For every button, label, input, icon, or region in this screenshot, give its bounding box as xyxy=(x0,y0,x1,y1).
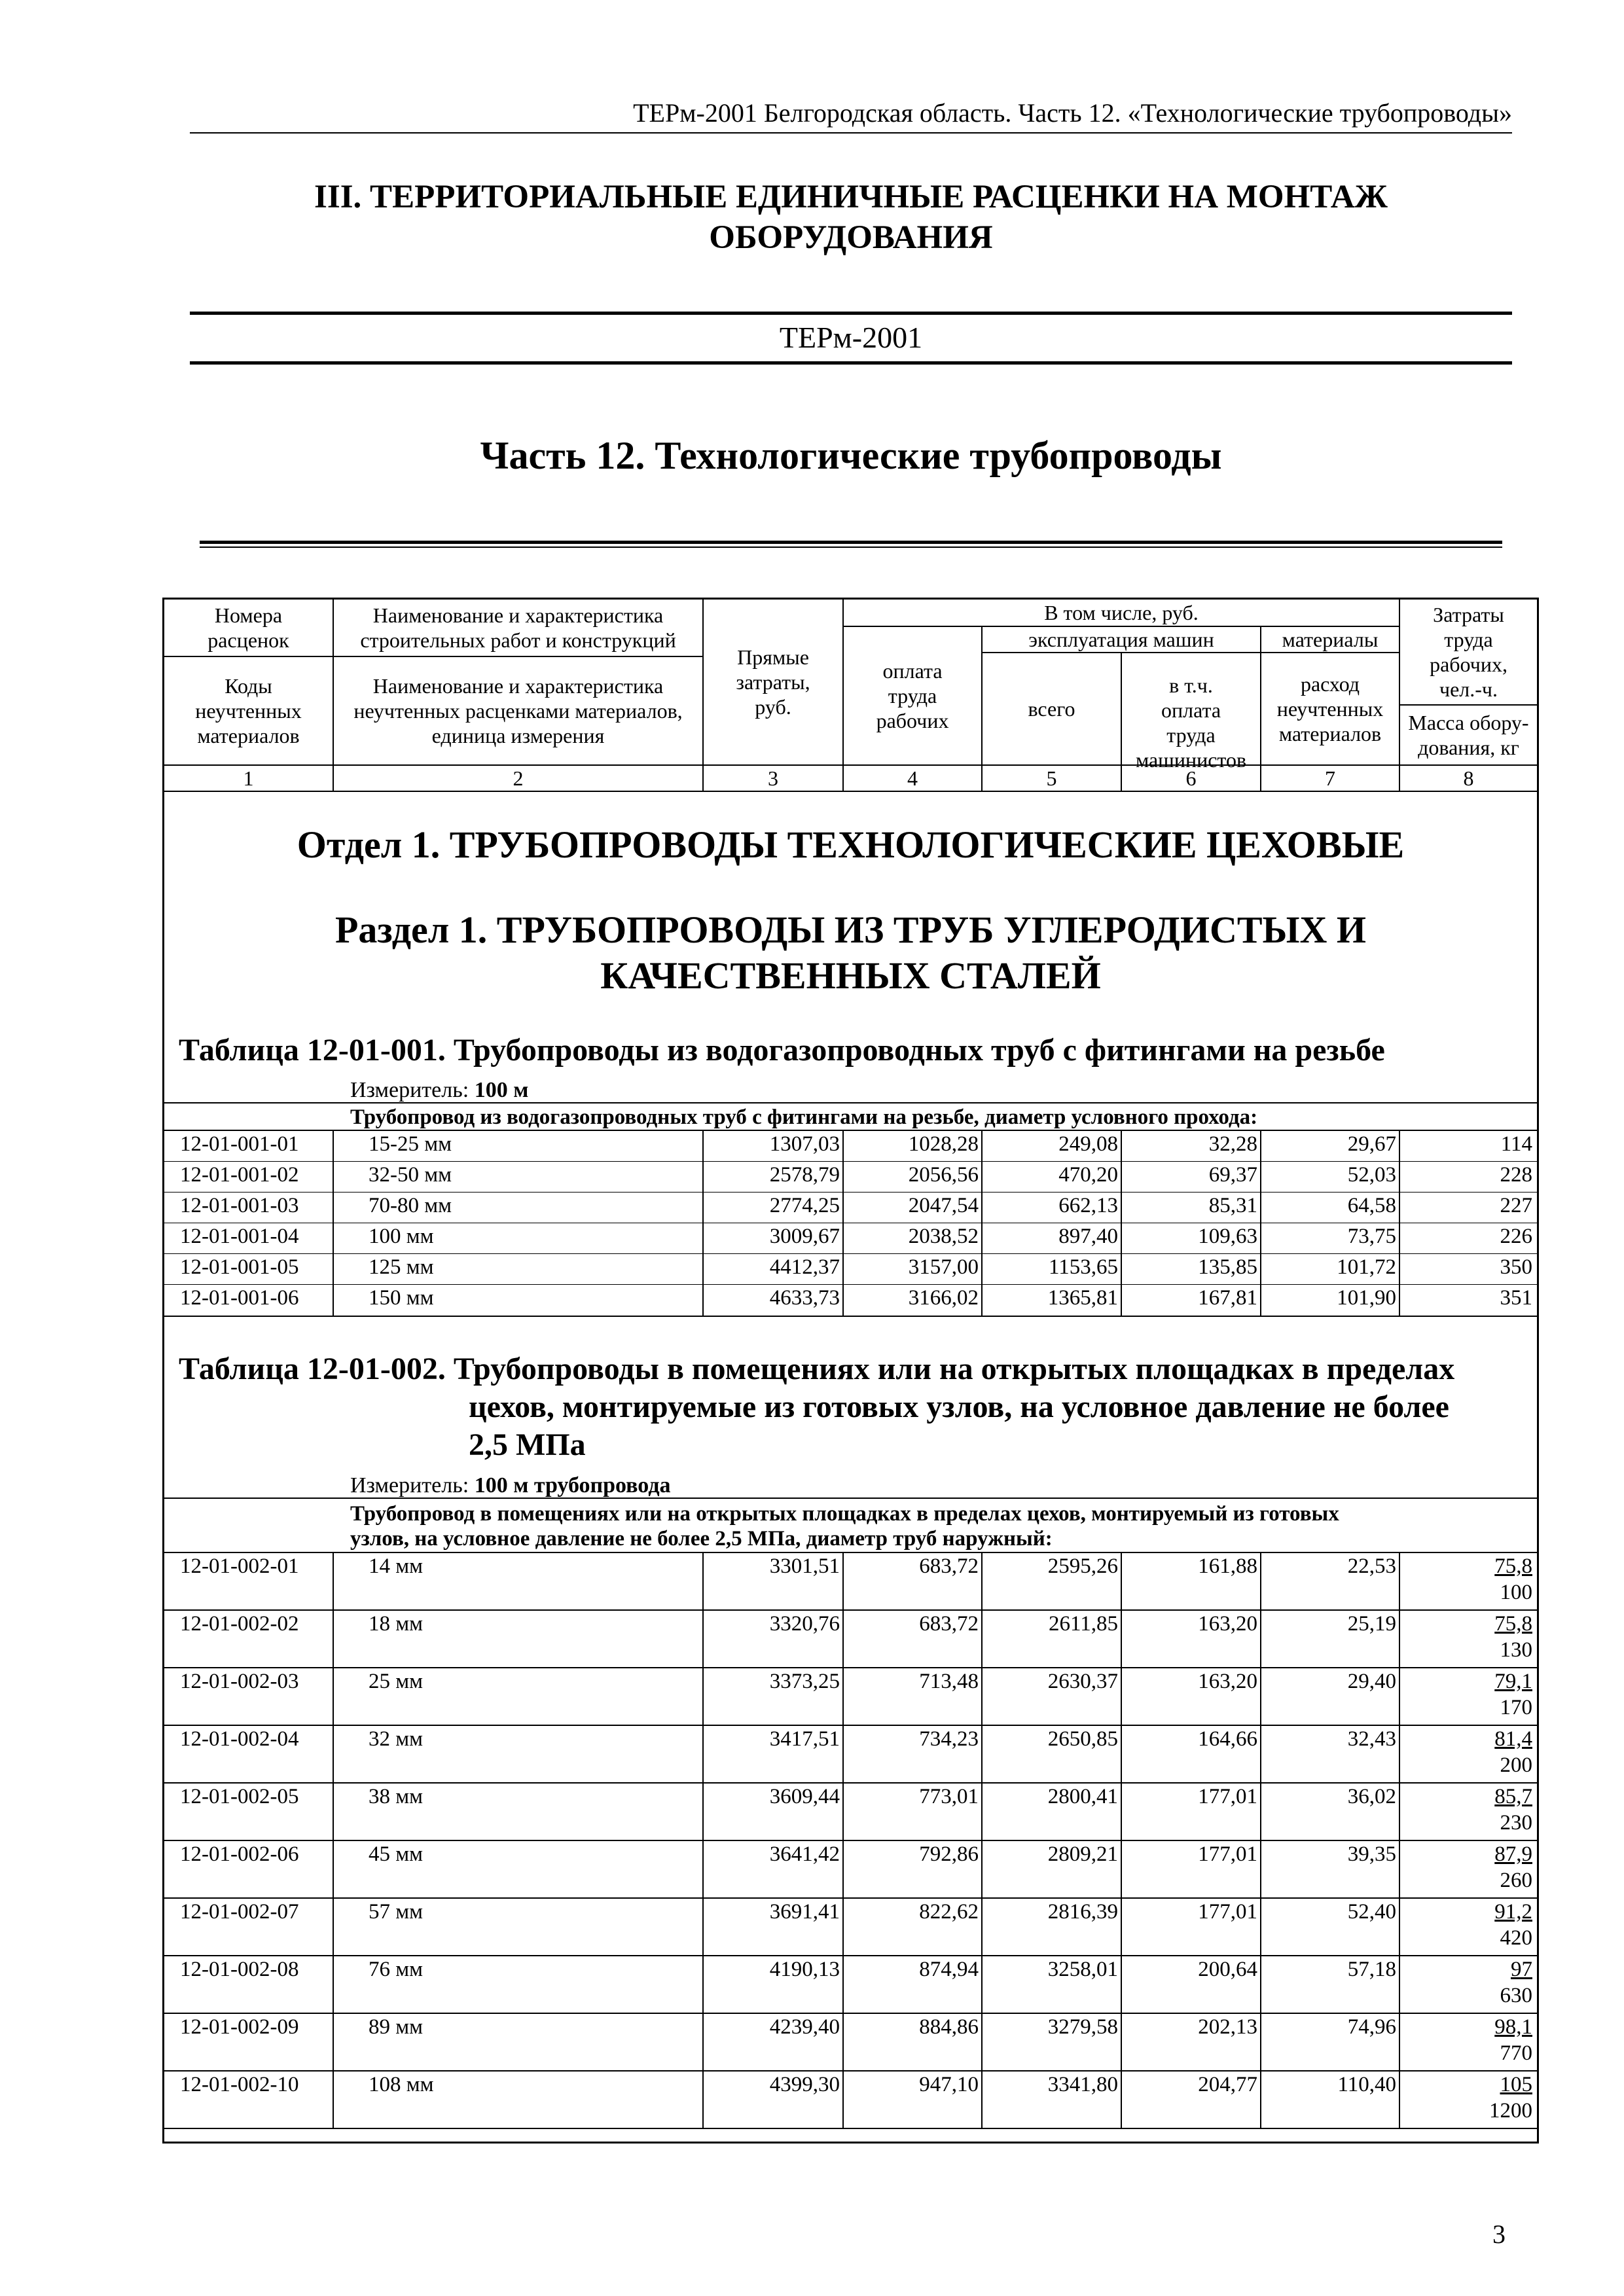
table-row xyxy=(164,1254,1537,1285)
rate-name: 18 мм xyxy=(369,1612,424,1636)
column-number: 8 xyxy=(1463,766,1474,790)
cell-machines: 2800,41 xyxy=(1047,1785,1118,1808)
header-col1-bottom xyxy=(164,657,333,764)
cell-direct: 3691,41 xyxy=(769,1900,840,1924)
rate-code: 12-01-001-03 xyxy=(180,1194,299,1217)
rate-name: 89 мм xyxy=(369,2015,424,2039)
part-heading xyxy=(190,177,1512,258)
header-text: затраты, xyxy=(736,670,810,694)
header-text: оплата xyxy=(882,659,943,683)
cell-hours: 91,2 xyxy=(1494,1900,1532,1924)
column-number: 3 xyxy=(768,766,778,790)
table-row xyxy=(164,2014,1537,2072)
header-group-materials: материалы xyxy=(1282,628,1379,651)
header-text: материалов xyxy=(1278,722,1382,745)
part-title: Часть 12. Технологические трубопроводы xyxy=(480,434,1222,477)
table-row xyxy=(164,1223,1537,1254)
cell-direct: 2578,79 xyxy=(769,1163,840,1187)
cell-labor: 792,86 xyxy=(919,1842,979,1866)
table-row xyxy=(164,1162,1537,1193)
cell-hours: 85,7 xyxy=(1494,1785,1532,1808)
header-text: строительных работ и конструкций xyxy=(360,628,676,652)
cell-machines: 2595,26 xyxy=(1047,1554,1118,1578)
cell-labor: 734,23 xyxy=(919,1727,979,1751)
header-text: труда xyxy=(888,684,937,708)
table1-group-caption: Трубопровод из водогазопроводных труб с фитингами на резьбе, диаметр условного прохода: xyxy=(350,1105,1258,1129)
cell-mass: 630 xyxy=(1500,1984,1532,2007)
cell-direct: 4399,30 xyxy=(769,2073,840,2096)
header-text: руб. xyxy=(755,695,791,719)
cell-materials: 64,58 xyxy=(1347,1194,1396,1217)
cell-materials: 101,90 xyxy=(1337,1286,1396,1310)
table-row xyxy=(164,1841,1537,1899)
cell-mass: 130 xyxy=(1500,1638,1532,1662)
banner-rule-bottom xyxy=(190,361,1512,365)
cell-machines: 2809,21 xyxy=(1047,1842,1118,1866)
header-text: Масса обору- xyxy=(1408,711,1529,734)
cell-machines: 662,13 xyxy=(1058,1194,1118,1217)
table2-title-line-3: 2,5 МПа xyxy=(469,1427,586,1462)
cell-operators: 177,01 xyxy=(1198,1785,1257,1808)
rate-code: 12-01-002-06 xyxy=(180,1842,299,1866)
cell-operators: 177,01 xyxy=(1198,1900,1257,1924)
header-col3 xyxy=(704,600,842,764)
measure-value: 100 м xyxy=(474,1078,529,1102)
running-head: ТЕРм-2001 Белгородская область. Часть 12. «Технологические трубопроводы» xyxy=(633,98,1512,128)
table2-title xyxy=(179,1350,1454,1464)
rate-code: 12-01-002-10 xyxy=(180,2073,299,2096)
section-heading-line-2: КАЧЕСТВЕННЫХ СТАЛЕЙ xyxy=(600,954,1101,997)
table-row xyxy=(164,1668,1537,1726)
cell-operators: 161,88 xyxy=(1198,1554,1257,1578)
cell-operators: 200,64 xyxy=(1198,1958,1257,1981)
cell-hours: 81,4 xyxy=(1494,1727,1532,1751)
cell-materials: 39,35 xyxy=(1347,1842,1396,1866)
cell-operators: 204,77 xyxy=(1198,2073,1257,2096)
column-number: 2 xyxy=(513,766,524,790)
header-text: Прямые xyxy=(737,645,809,669)
rate-code: 12-01-002-02 xyxy=(180,1612,299,1636)
cell-mass: 100 xyxy=(1500,1581,1532,1604)
header-col7 xyxy=(1261,653,1399,764)
cell-machines: 2611,85 xyxy=(1048,1612,1118,1636)
header-text: расход xyxy=(1300,672,1360,696)
cell-operators: 177,01 xyxy=(1198,1842,1257,1866)
cell-direct: 3009,67 xyxy=(769,1225,840,1248)
cell-materials: 25,19 xyxy=(1347,1612,1396,1636)
rate-code: 12-01-002-01 xyxy=(180,1554,299,1578)
table-row xyxy=(164,1193,1537,1223)
cell-hours: 75,8 xyxy=(1494,1554,1532,1578)
header-text: чел.-ч. xyxy=(1439,677,1498,701)
rate-name: 108 мм xyxy=(369,2073,434,2096)
rate-name: 150 мм xyxy=(369,1286,434,1310)
header-col4 xyxy=(844,627,981,764)
cell-materials: 57,18 xyxy=(1347,1958,1396,1981)
measure-value: 100 м трубопровода xyxy=(474,1473,671,1498)
cell-mass: 770 xyxy=(1500,2041,1532,2065)
table-row xyxy=(164,1726,1537,1784)
table1-title: Таблица 12-01-001. Трубопроводы из водогазопроводных труб с фитингами на резьбе xyxy=(179,1033,1385,1067)
cell-direct: 3609,44 xyxy=(769,1785,840,1808)
column-number: 7 xyxy=(1325,766,1335,790)
header-text: расценок xyxy=(208,628,289,652)
measure-label: Измеритель: xyxy=(350,1078,469,1102)
cell-operators: 32,28 xyxy=(1208,1132,1257,1156)
rate-name: 76 мм xyxy=(369,1958,424,1981)
cell-machines: 2630,37 xyxy=(1047,1670,1118,1693)
header-text: Номера xyxy=(214,603,283,627)
cell-operators: 69,37 xyxy=(1208,1163,1257,1187)
rate-name: 15-25 мм xyxy=(369,1132,452,1156)
cell-labor: 822,62 xyxy=(919,1900,979,1924)
rate-code: 12-01-002-05 xyxy=(180,1785,299,1808)
header-col2-bottom xyxy=(334,657,702,764)
title-rule-thin xyxy=(200,547,1502,548)
header-text: единица измерения xyxy=(431,724,605,747)
table1-rule xyxy=(164,1316,1537,1317)
header-text: Затраты xyxy=(1433,603,1504,626)
table-row xyxy=(164,1784,1537,1841)
cell-labor: 2047,54 xyxy=(908,1194,979,1217)
cell-labor: 884,86 xyxy=(919,2015,979,2039)
header-group-incl: В том числе, руб. xyxy=(1044,601,1199,624)
cell-materials: 22,53 xyxy=(1347,1554,1396,1578)
column-number: 5 xyxy=(1046,766,1057,790)
table2-title-line-1: Таблица 12-01-002. Трубопроводы в помещениях или на открытых площадках в пределах xyxy=(179,1352,1455,1386)
header-text: Наименование и характеристика xyxy=(372,674,664,698)
cell-hours: 97 xyxy=(1511,1958,1532,1981)
cell-materials: 52,40 xyxy=(1347,1900,1396,1924)
table2-rule xyxy=(164,1498,1537,1499)
cell-operators: 109,63 xyxy=(1198,1225,1257,1248)
header-text: рабочих, xyxy=(1430,653,1507,676)
cell-direct: 4190,13 xyxy=(769,1958,840,1981)
header-col1-top xyxy=(164,600,333,656)
cell-hours: 227 xyxy=(1500,1194,1532,1217)
cell-mass: 200 xyxy=(1500,1753,1532,1777)
page-number: 3 xyxy=(1492,2219,1506,2249)
cell-operators: 167,81 xyxy=(1198,1286,1257,1310)
header-divider-h xyxy=(164,791,1537,792)
banner-rule-top xyxy=(190,312,1512,315)
cell-hours: 351 xyxy=(1500,1286,1532,1310)
running-head-rule xyxy=(190,132,1512,134)
cell-machines: 2650,85 xyxy=(1047,1727,1118,1751)
cell-machines: 249,08 xyxy=(1058,1132,1118,1156)
rate-name: 45 мм xyxy=(369,1842,424,1866)
rate-code: 12-01-001-02 xyxy=(180,1163,299,1187)
cell-materials: 110,40 xyxy=(1337,2073,1396,2096)
cell-direct: 2774,25 xyxy=(769,1194,840,1217)
cell-materials: 29,67 xyxy=(1347,1132,1396,1156)
header-col2-top xyxy=(334,600,702,656)
cell-machines: 470,20 xyxy=(1058,1163,1118,1187)
rate-name: 32 мм xyxy=(369,1727,424,1751)
cell-machines: 3279,58 xyxy=(1047,2015,1118,2039)
cell-operators: 163,20 xyxy=(1198,1670,1257,1693)
rate-code: 12-01-001-06 xyxy=(180,1286,299,1310)
cell-direct: 3417,51 xyxy=(769,1727,840,1751)
cell-materials: 52,03 xyxy=(1347,1163,1396,1187)
header-col8-top xyxy=(1400,600,1537,704)
column-number: 4 xyxy=(907,766,918,790)
cell-machines: 2816,39 xyxy=(1047,1900,1118,1924)
header-text: неучтенных расценками материалов, xyxy=(353,699,683,723)
cell-operators: 163,20 xyxy=(1198,1612,1257,1636)
table-row xyxy=(164,1285,1537,1316)
header-text: неучтенных xyxy=(195,699,302,723)
header-col5: всего xyxy=(1028,697,1075,721)
cell-hours: 79,1 xyxy=(1494,1670,1532,1693)
header-text: в т.ч. xyxy=(1169,673,1213,697)
rate-code: 12-01-001-01 xyxy=(180,1132,299,1156)
header-text: машинистов xyxy=(1135,748,1247,772)
cell-machines: 1153,65 xyxy=(1048,1255,1118,1279)
rate-code: 12-01-002-09 xyxy=(180,2015,299,2039)
table1-measure xyxy=(350,1077,528,1103)
table-row xyxy=(164,1956,1537,2014)
cell-machines: 897,40 xyxy=(1058,1225,1118,1248)
cell-labor: 683,72 xyxy=(919,1612,979,1636)
rate-code: 12-01-002-08 xyxy=(180,1958,299,1981)
cell-materials: 73,75 xyxy=(1347,1225,1396,1248)
header-text: материалов xyxy=(197,724,300,747)
title-rule-thick xyxy=(200,541,1502,544)
cell-materials: 32,43 xyxy=(1347,1727,1396,1751)
cell-operators: 85,31 xyxy=(1208,1194,1257,1217)
cell-operators: 164,66 xyxy=(1198,1727,1257,1751)
code-banner: ТЕРм-2001 xyxy=(779,321,923,354)
table2-group-caption xyxy=(350,1501,1339,1551)
table2-measure xyxy=(350,1473,671,1499)
cell-mass: 260 xyxy=(1500,1869,1532,1892)
table-row xyxy=(164,2072,1537,2129)
cell-labor: 947,10 xyxy=(919,2073,979,2096)
cell-direct: 1307,03 xyxy=(769,1132,840,1156)
header-text: труда xyxy=(1166,723,1216,747)
table-row xyxy=(164,1553,1537,1611)
cell-labor: 773,01 xyxy=(919,1785,979,1808)
cell-hours: 114 xyxy=(1500,1132,1532,1156)
rate-code: 12-01-001-05 xyxy=(180,1255,299,1279)
rate-code: 12-01-002-03 xyxy=(180,1670,299,1693)
measure-label: Измеритель: xyxy=(350,1473,469,1498)
cell-direct: 3320,76 xyxy=(769,1612,840,1636)
table1-rule xyxy=(164,1102,1537,1103)
rate-code: 12-01-002-07 xyxy=(180,1900,299,1924)
rate-code: 12-01-001-04 xyxy=(180,1225,299,1248)
cell-labor: 1028,28 xyxy=(908,1132,979,1156)
section-heading-line-1: Раздел 1. ТРУБОПРОВОДЫ ИЗ ТРУБ УГЛЕРОДИСТЫХ И xyxy=(335,908,1366,951)
cell-hours: 105 xyxy=(1500,2073,1532,2096)
header-text: труда xyxy=(1444,628,1493,651)
cell-hours: 226 xyxy=(1500,1225,1532,1248)
rates-table xyxy=(162,598,1539,2144)
row-divider xyxy=(164,2128,1537,2129)
cell-materials: 74,96 xyxy=(1347,2015,1396,2039)
rate-name: 38 мм xyxy=(369,1785,424,1808)
cell-materials: 101,72 xyxy=(1337,1255,1396,1279)
table2-title-line-2: цехов, монтируемые из готовых узлов, на условное давление не более xyxy=(469,1390,1449,1424)
cell-direct: 4412,37 xyxy=(769,1255,840,1279)
column-number: 1 xyxy=(243,766,254,790)
cell-machines: 3258,01 xyxy=(1047,1958,1118,1981)
cell-direct: 3373,25 xyxy=(769,1670,840,1693)
cell-hours: 98,1 xyxy=(1494,2015,1532,2039)
section-heading xyxy=(164,907,1537,999)
cell-labor: 713,48 xyxy=(919,1670,979,1693)
table-row xyxy=(164,1611,1537,1668)
rate-name: 14 мм xyxy=(369,1554,424,1578)
cell-labor: 2038,52 xyxy=(908,1225,979,1248)
cell-mass: 420 xyxy=(1500,1926,1532,1950)
cell-machines: 3341,80 xyxy=(1047,2073,1118,2096)
cell-labor: 874,94 xyxy=(919,1958,979,1981)
rate-name: 100 мм xyxy=(369,1225,434,1248)
cell-mass: 1200 xyxy=(1489,2099,1532,2123)
rate-name: 57 мм xyxy=(369,1900,424,1924)
table-row xyxy=(164,1131,1537,1162)
department-heading: Отдел 1. ТРУБОПРОВОДЫ ТЕХНОЛОГИЧЕСКИЕ ЦЕХОВЫЕ xyxy=(297,823,1405,866)
cell-mass: 170 xyxy=(1500,1696,1532,1719)
header-text: дования, кг xyxy=(1418,736,1519,759)
cell-mass: 230 xyxy=(1500,1811,1532,1835)
cell-direct: 3301,51 xyxy=(769,1554,840,1578)
cell-hours: 228 xyxy=(1500,1163,1532,1187)
cell-direct: 4239,40 xyxy=(769,2015,840,2039)
cell-direct: 3641,42 xyxy=(769,1842,840,1866)
cell-labor: 3157,00 xyxy=(908,1255,979,1279)
header-col8-bottom xyxy=(1400,706,1537,764)
rate-name: 25 мм xyxy=(369,1670,424,1693)
rate-name: 125 мм xyxy=(369,1255,434,1279)
cell-hours: 75,8 xyxy=(1494,1612,1532,1636)
cell-materials: 29,40 xyxy=(1347,1670,1396,1693)
header-text: оплата xyxy=(1161,698,1221,722)
cell-machines: 1365,81 xyxy=(1047,1286,1118,1310)
group-caption-line-2: узлов, на условное давление не более 2,5 МПа, диаметр труб наружный: xyxy=(350,1527,1053,1551)
rate-name: 70-80 мм xyxy=(369,1194,452,1217)
cell-labor: 2056,56 xyxy=(908,1163,979,1187)
cell-materials: 36,02 xyxy=(1347,1785,1396,1808)
cell-direct: 4633,73 xyxy=(769,1286,840,1310)
cell-labor: 3166,02 xyxy=(908,1286,979,1310)
header-text: неучтенных xyxy=(1276,697,1384,721)
rate-name: 32-50 мм xyxy=(369,1163,452,1187)
cell-hours: 87,9 xyxy=(1494,1842,1532,1866)
column-number: 6 xyxy=(1185,766,1197,790)
header-text: Наименование и характеристика xyxy=(372,603,664,627)
part-heading-line-2: ОБОРУДОВАНИЯ xyxy=(709,219,993,256)
table-row xyxy=(164,1899,1537,1956)
part-heading-line-1: III. ТЕРРИТОРИАЛЬНЫЕ ЕДИНИЧНЫЕ РАСЦЕНКИ НА МОНТАЖ xyxy=(314,179,1388,215)
cell-operators: 135,85 xyxy=(1198,1255,1257,1279)
group-caption-line-1: Трубопровод в помещениях или на открытых площадках в пределах цехов, монтируемый из готовых xyxy=(350,1502,1339,1526)
cell-labor: 683,72 xyxy=(919,1554,979,1578)
cell-operators: 202,13 xyxy=(1198,2015,1257,2039)
header-text: рабочих xyxy=(876,709,949,732)
header-group-machines: эксплуатация машин xyxy=(1028,628,1214,651)
rate-code: 12-01-002-04 xyxy=(180,1727,299,1751)
cell-hours: 350 xyxy=(1500,1255,1532,1279)
header-text: Коды xyxy=(225,674,272,698)
